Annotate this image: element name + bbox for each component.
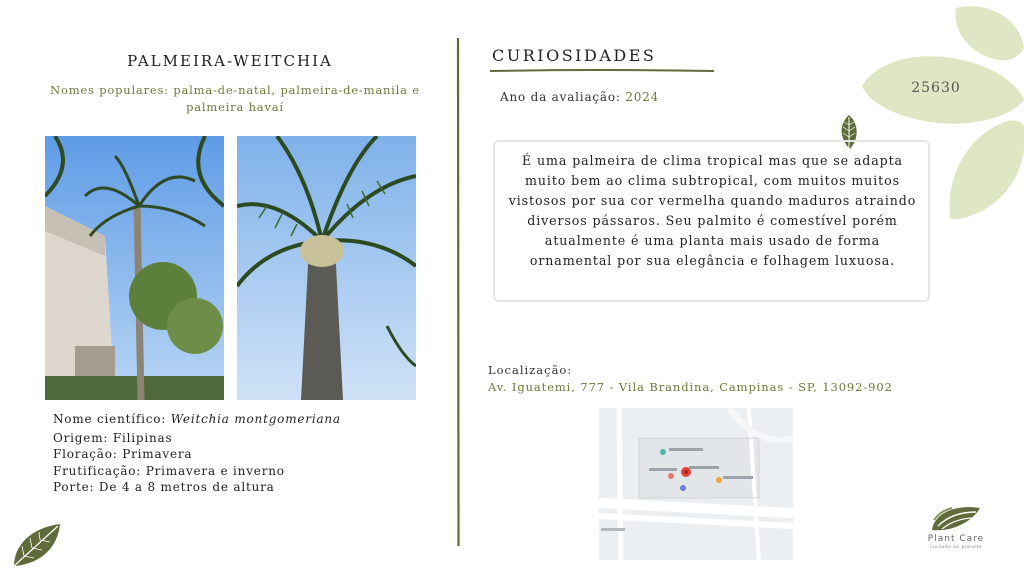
location-label: Localização: [488,363,573,377]
brand-tagline: cuidado ao planeta [929,545,983,550]
curiosities-text: É uma palmeira de clima tropical mas que se adapta muito bem ao clima subtropical, com muitos muitos vistosos por sua cor vermelha quando maduros atraindo diversos pássaros. Seu palmito é comestível porém atualmente é uma planta mais usado de forma ornamental por sua elegância e folhagem luxuosa. [508,153,917,268]
origin-row: Origem: Filipinas [53,430,173,445]
evaluation-year-label: Ano da avaliação: [500,90,621,104]
column-divider [454,38,462,546]
scientific-name-value: Weitchia montgomeriana [170,412,341,426]
leaf-icon [8,520,64,570]
location-map[interactable] [599,408,793,560]
evaluation-year [500,90,659,104]
brand-name: Plant Care [927,534,985,544]
size-row: Porte: De 4 a 8 metros de altura [53,480,275,494]
scientific-name-label: Nome científico: [53,412,167,426]
record-code: 25630 [911,80,961,96]
evaluation-year-value: 2024 [625,90,660,104]
location-address: Av. Iguatemi, 777 - Vila Brandina, Campinas - SP, 13092-902 [488,380,893,394]
scientific-name-row [53,411,341,428]
plant-title: PALMEIRA-WEITCHIA [127,52,333,70]
curiosities-title: CURIOSIDADES [492,46,657,65]
plant-care-logo-icon [928,502,984,532]
popular-names: Nomes populares: palma-de-natal, palmeira-de-manila e palmeira havaí [50,83,420,114]
fruiting-row: Frutificação: Primavera e inverno [53,463,285,478]
flowering-row: Floração: Primavera [53,447,193,461]
plant-facts [53,411,341,496]
title-underline [490,68,714,74]
palm-photo-building [45,136,224,400]
palm-photo-crown [237,136,416,400]
